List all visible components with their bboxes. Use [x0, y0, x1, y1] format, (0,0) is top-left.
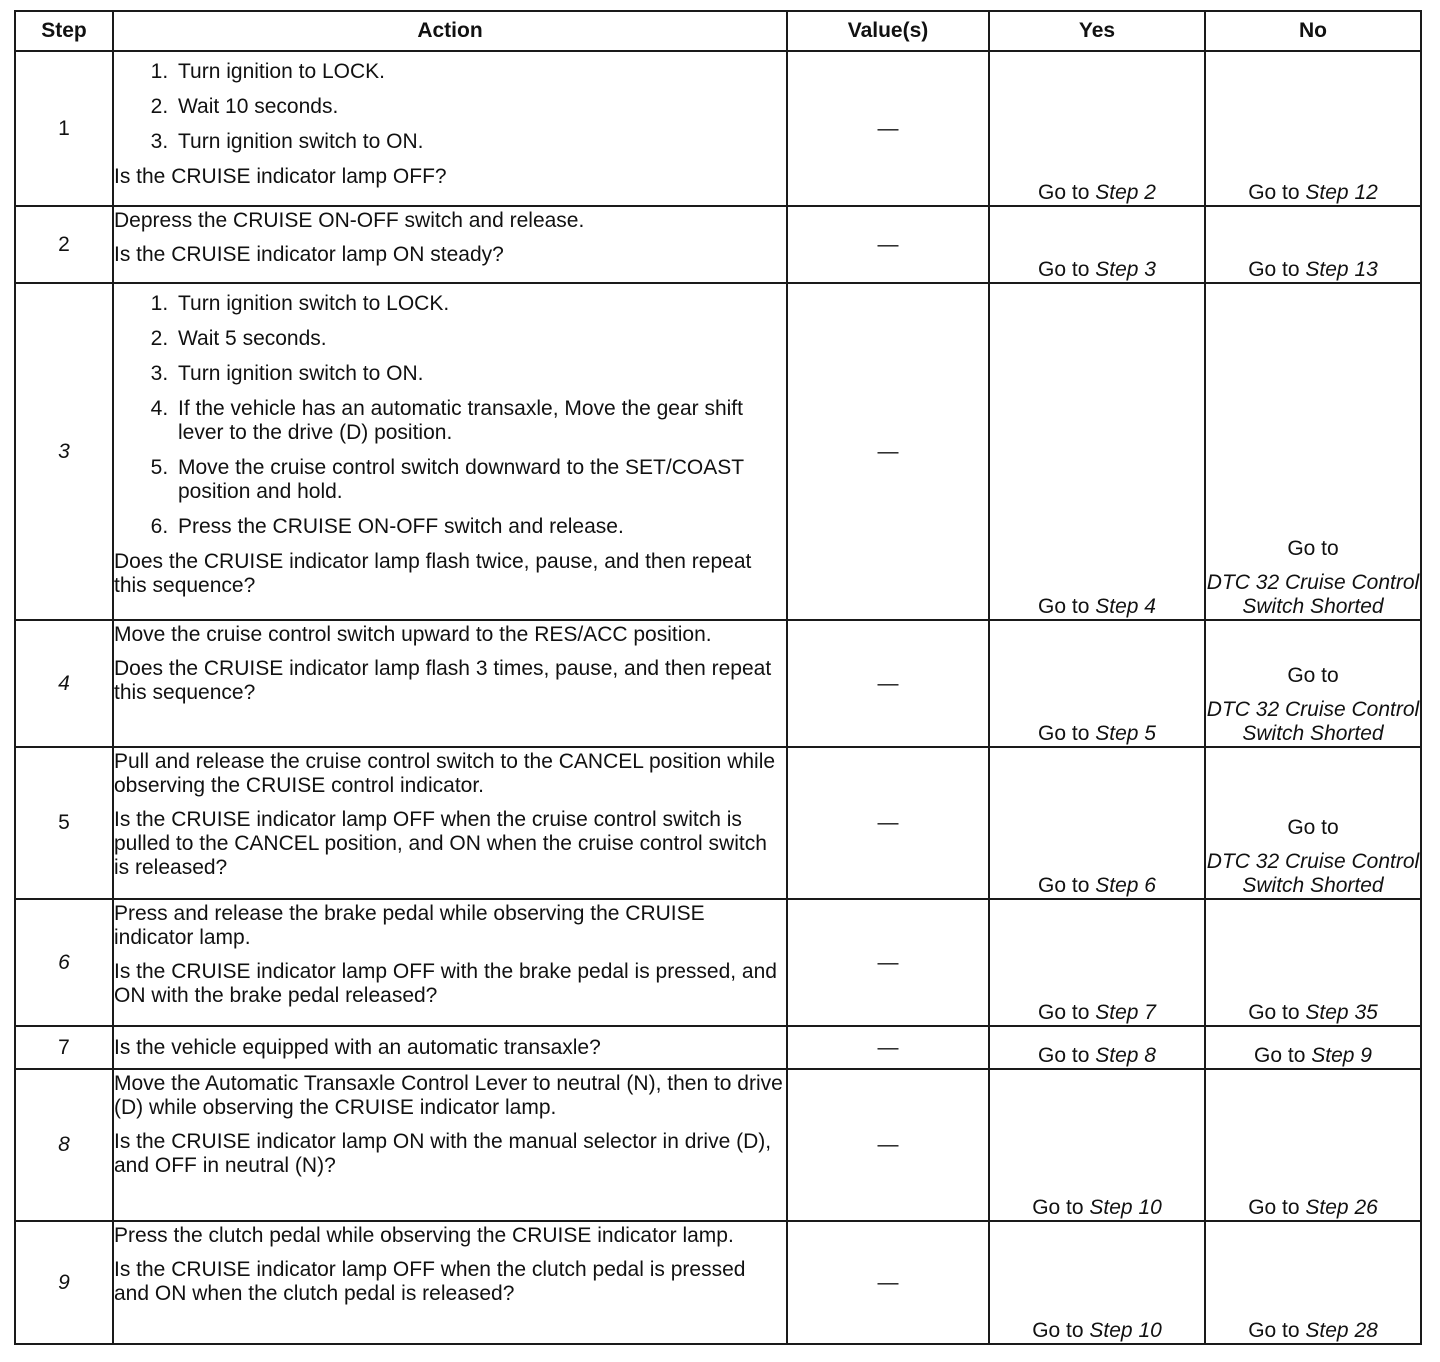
value-cell: —: [787, 1221, 989, 1344]
goto-reference: Step 10: [1089, 1319, 1162, 1342]
goto-reference: Step 7: [1095, 1001, 1156, 1024]
yes-goto[interactable]: [1038, 1044, 1156, 1067]
no-cell: [1205, 1069, 1421, 1221]
table-row: [15, 1069, 1421, 1221]
value-cell: —: [787, 899, 989, 1026]
goto-prefix: Go to: [1038, 874, 1090, 897]
no-goto[interactable]: [1248, 258, 1378, 281]
header-values: Value(s): [787, 11, 989, 51]
table-row: [15, 899, 1421, 1026]
goto-prefix: Go to: [1248, 258, 1300, 281]
action-cell: [113, 1221, 787, 1344]
action-question: Is the CRUISE indicator lamp OFF when the cruise control switch is pulled to the CANCEL position, and ON when the cruise control switch is released?: [114, 808, 767, 879]
action-instruction: Pull and release the cruise control switch to the CANCEL position while observing the CRUISE control indicator.: [114, 750, 776, 797]
action-cell: [113, 51, 787, 206]
action-cell: [113, 899, 787, 1026]
no-goto[interactable]: [1206, 537, 1420, 619]
goto-prefix: Go to: [1248, 1319, 1300, 1342]
yes-goto[interactable]: [1038, 595, 1156, 618]
goto-prefix: Go to: [1038, 258, 1090, 281]
goto-reference: Step 3: [1095, 258, 1156, 281]
action-steps-list: [114, 292, 786, 539]
goto-prefix: Go to: [1038, 595, 1090, 618]
action-cell: [113, 1069, 787, 1221]
table-row: [15, 206, 1421, 283]
step-number: 4: [15, 620, 113, 747]
goto-prefix: Go to: [1038, 1044, 1090, 1067]
table-row: [15, 51, 1421, 206]
yes-cell: [989, 747, 1205, 899]
header-yes: Yes: [989, 11, 1205, 51]
goto-reference: Step 13: [1305, 258, 1378, 281]
no-cell: [1205, 206, 1421, 283]
action-steps-list: [114, 60, 786, 154]
goto-reference: Step 8: [1095, 1044, 1156, 1067]
no-cell: [1205, 620, 1421, 747]
value-cell: —: [787, 206, 989, 283]
table-row: [15, 1026, 1421, 1069]
yes-cell: [989, 283, 1205, 620]
yes-goto[interactable]: [1038, 874, 1156, 897]
value-cell: —: [787, 1069, 989, 1221]
action-cell: [113, 620, 787, 747]
goto-reference: Step 9: [1311, 1044, 1372, 1067]
yes-goto[interactable]: [1032, 1196, 1162, 1219]
no-cell: [1205, 747, 1421, 899]
step-number: 1: [15, 51, 113, 206]
action-question: Is the CRUISE indicator lamp ON steady?: [114, 243, 504, 266]
action-question: Does the CRUISE indicator lamp flash twice, pause, and then repeat this sequence?: [114, 550, 752, 597]
header-action: Action: [113, 11, 787, 51]
value-cell: —: [787, 51, 989, 206]
goto-prefix: Go to: [1248, 181, 1300, 204]
step-number: 5: [15, 747, 113, 899]
goto-prefix: Go to: [1287, 664, 1339, 687]
value-cell: —: [787, 747, 989, 899]
action-step: 5. Move the cruise control switch downward to the SET/COAST position and hold.: [174, 456, 786, 504]
goto-prefix: Go to: [1038, 722, 1090, 745]
goto-prefix: Go to: [1038, 1001, 1090, 1024]
yes-cell: [989, 206, 1205, 283]
goto-reference: Step 10: [1089, 1196, 1162, 1219]
step-number: 8: [15, 1069, 113, 1221]
goto-reference: Step 12: [1305, 181, 1378, 204]
goto-reference: Step 28: [1305, 1319, 1378, 1342]
yes-goto[interactable]: [1032, 1319, 1162, 1342]
value-cell: —: [787, 283, 989, 620]
step-number: 9: [15, 1221, 113, 1344]
no-goto[interactable]: [1248, 1001, 1378, 1024]
yes-cell: [989, 1221, 1205, 1344]
step-number: 7: [15, 1026, 113, 1069]
yes-cell: [989, 51, 1205, 206]
no-goto[interactable]: [1206, 664, 1420, 746]
action-instruction: Move the cruise control switch upward to the RES/ACC position.: [114, 623, 712, 646]
no-goto[interactable]: [1248, 1196, 1378, 1219]
goto-prefix: Go to: [1248, 1196, 1300, 1219]
goto-prefix: Go to: [1287, 816, 1339, 839]
yes-cell: [989, 1026, 1205, 1069]
table-header-row: [15, 11, 1421, 51]
action-instruction: Depress the CRUISE ON-OFF switch and release.: [114, 209, 585, 232]
step-number: 3: [15, 283, 113, 620]
yes-goto[interactable]: [1038, 1001, 1156, 1024]
action-question: Is the CRUISE indicator lamp OFF?: [114, 165, 447, 188]
goto-prefix: Go to: [1287, 537, 1339, 560]
action-step: 2. Wait 10 seconds.: [174, 95, 786, 119]
goto-reference: Step 5: [1095, 722, 1156, 745]
yes-cell: [989, 1069, 1205, 1221]
no-goto[interactable]: [1206, 816, 1420, 898]
goto-reference: DTC 32 Cruise Control Switch Shorted: [1206, 698, 1420, 745]
table-row: [15, 1221, 1421, 1344]
table-body: [15, 51, 1421, 1344]
action-cell: [113, 206, 787, 283]
step-number: 2: [15, 206, 113, 283]
no-cell: [1205, 1026, 1421, 1069]
action-step: 1. Turn ignition to LOCK.: [174, 60, 786, 84]
goto-prefix: Go to: [1254, 1044, 1306, 1067]
goto-reference: Step 6: [1095, 874, 1156, 897]
header-no: No: [1205, 11, 1421, 51]
action-step: 3. Turn ignition switch to ON.: [174, 362, 786, 386]
action-question: Does the CRUISE indicator lamp flash 3 times, pause, and then repeat this sequence?: [114, 657, 772, 704]
goto-reference: Step 2: [1095, 181, 1156, 204]
action-question: Is the CRUISE indicator lamp ON with the manual selector in drive (D), and OFF in neutral (N)?: [114, 1130, 772, 1177]
goto-prefix: Go to: [1032, 1319, 1084, 1342]
action-cell: [113, 747, 787, 899]
goto-reference: DTC 32 Cruise Control Switch Shorted: [1206, 571, 1420, 618]
no-goto[interactable]: [1248, 1319, 1378, 1342]
action-step: 2. Wait 5 seconds.: [174, 327, 786, 351]
goto-reference: DTC 32 Cruise Control Switch Shorted: [1206, 850, 1420, 897]
goto-prefix: Go to: [1032, 1196, 1084, 1219]
value-cell: —: [787, 620, 989, 747]
action-step: 4. If the vehicle has an automatic transaxle, Move the gear shift lever to the drive (D) position.: [174, 397, 786, 445]
action-step: 6. Press the CRUISE ON-OFF switch and release.: [174, 515, 786, 539]
value-cell: —: [787, 1026, 989, 1069]
table-row: [15, 620, 1421, 747]
action-cell: [113, 1026, 787, 1069]
yes-goto[interactable]: [1038, 258, 1156, 281]
no-goto[interactable]: [1248, 181, 1378, 204]
action-question: Is the CRUISE indicator lamp OFF with the brake pedal is pressed, and ON with the brake pedal released?: [114, 960, 777, 1007]
goto-reference: Step 26: [1305, 1196, 1378, 1219]
yes-goto[interactable]: [1038, 181, 1156, 204]
table-row: [15, 283, 1421, 620]
no-cell: [1205, 1221, 1421, 1344]
header-step: Step: [15, 11, 113, 51]
action-instruction: Move the Automatic Transaxle Control Lever to neutral (N), then to drive (D) while observing the CRUISE indicator lamp.: [114, 1072, 783, 1119]
action-instruction: Press and release the brake pedal while observing the CRUISE indicator lamp.: [114, 902, 705, 949]
no-goto[interactable]: [1254, 1044, 1372, 1067]
action-step: 3. Turn ignition switch to ON.: [174, 130, 786, 154]
yes-cell: [989, 899, 1205, 1026]
step-number: 6: [15, 899, 113, 1026]
no-cell: [1205, 899, 1421, 1026]
goto-reference: Step 4: [1095, 595, 1156, 618]
goto-reference: Step 35: [1305, 1001, 1378, 1024]
goto-prefix: Go to: [1248, 1001, 1300, 1024]
action-instruction: Press the clutch pedal while observing the CRUISE indicator lamp.: [114, 1224, 734, 1247]
goto-prefix: Go to: [1038, 181, 1090, 204]
action-question: Is the CRUISE indicator lamp OFF when the clutch pedal is pressed and ON when the clutch pedal is released?: [114, 1258, 746, 1305]
no-cell: [1205, 51, 1421, 206]
yes-cell: [989, 620, 1205, 747]
yes-goto[interactable]: [1038, 722, 1156, 745]
action-cell: [113, 283, 787, 620]
no-cell: [1205, 283, 1421, 620]
table-row: [15, 747, 1421, 899]
action-step: 1. Turn ignition switch to LOCK.: [174, 292, 786, 316]
action-question: Is the vehicle equipped with an automatic transaxle?: [114, 1035, 601, 1059]
diagnostic-table: [14, 10, 1422, 1345]
